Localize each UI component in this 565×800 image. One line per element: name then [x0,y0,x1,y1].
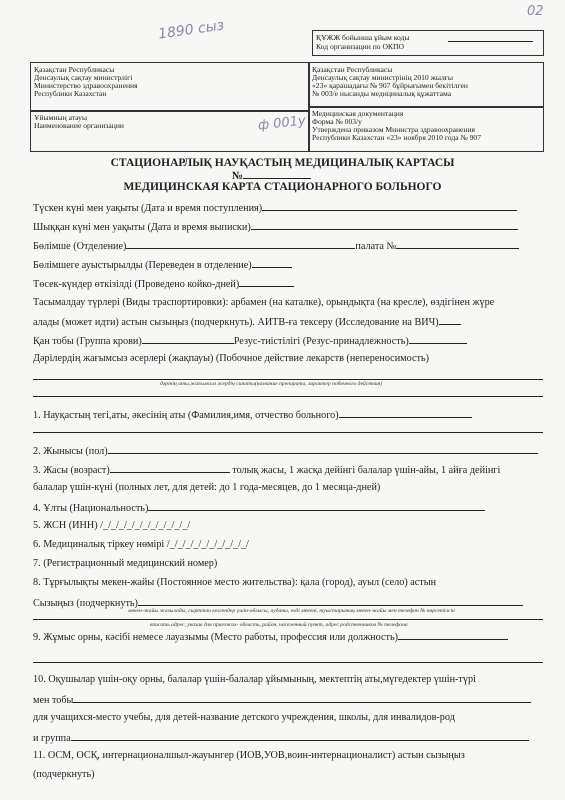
transfer-field[interactable]: Бөлімшеге ауыстырылды (Переведен в отделение) [33,258,292,271]
discharge-field[interactable]: Шыққан күні мен уақыты (Дата и время выписки) [33,220,518,233]
okpo-box [312,30,544,56]
transport-line-1: Тасымалдау түрлері (Виды траспортировки): арбамен (на каталке), орындықта (на кресле), өздігінен жүре [33,297,495,308]
okpo-kz-label: ҚҰЖЖ бойынша ұйым коды [316,33,410,42]
work-field[interactable]: 9. Жұмыс орны, кәсібі немесе лауазымы (Место работы, профессия или должность) [33,630,508,643]
medical-number-field[interactable]: 6. Медициналық тіркеу нөмірі /_/_/_/_/_/_/_/_/_/_/ [33,539,249,550]
org-line-1: Ұйымның атауы [34,113,88,122]
age-field[interactable]: 3. Жасы (возраст) толық жасы, 1 жасқа дейінгі балалар үшін-айы, 1 айға дейінгі [33,465,501,476]
org-line-2: Наименование организации [34,121,124,130]
title-number: № [232,169,311,182]
blood-group-field[interactable]: Қан тобы (Группа крови) Резус-тиістілігі (Резус-принадлежность) [33,334,467,347]
address-line-1: 8. Тұрғылықты мекен-жайы (Постоянное место жительства): қала (город), ауыл (село) астын [33,577,437,588]
nationality-field[interactable]: 4. Ұлты (Национальность) [33,501,485,514]
inn-field[interactable]: 5. ЖСН (ИНН) /_/_/_/_/_/_/_/_/_/_/_/ [33,520,191,531]
veteran-field[interactable]: (подчеркнуть) [33,769,95,780]
organization-box [30,110,310,152]
title-kz: СТАЦИОНАРЛЫҚ НАУҚАСТЫҢ МЕДИЦИНАЛЫҚ КАРТАСЫ [110,157,455,169]
side-effects-note: дәрінің аты,жағымсыз әсердің сипаты(название препарата, характер побочного действия) [160,381,383,387]
order-ru-line-1: Медицинская документация [312,109,404,118]
study-line-3: для учащихся-место учебы, для детей-название детского учреждения, школы, для инвалидов-род [33,712,455,723]
order-ru-line-4: Республики Казахстан «23» ноября 2010 года № 907 [312,133,481,142]
study-field[interactable]: мен тобы [33,693,531,706]
order-kz-line-1: Қазақстан Республикасы [312,65,393,74]
ministry-line-4: Республики Казахстан [34,89,107,98]
admit-field[interactable]: Түскен күні мен уақыты (Дата и время поступления) [33,201,517,214]
ministry-line-3: Министерство здравоохранения [34,81,138,90]
study-line-1: 10. Оқушылар үшін-оқу орны, балалар үшін-балалар ұйымының, мектептің аты,мүгедектер үшін-түрі [33,674,476,685]
handwritten-form-mark: ф 001у [257,113,307,134]
okpo-ru-label: Код организации по ОКПО [316,42,404,51]
sex-field[interactable]: 2. Жынысы (пол) [33,444,538,457]
ministry-line-1: Қазақстан Республикасы [34,65,115,74]
age-note: балалар үшін-күні (полных лет, для детей: до 1 года-месяцев, до 1 месяца-дней) [33,482,381,493]
veteran-line-1: 11. ОСМ, ОСҚ, интернационалшыл-жауынгер (ИОВ,УОВ,воин-интернационалист) астын сызыңыз [33,750,465,761]
order-box-ru [308,106,544,152]
ministry-box [30,62,310,112]
title-ru: МЕДИЦИНСКАЯ КАРТА СТАЦИОНАРНОГО БОЛЬНОГО [123,181,442,193]
transport-line-2[interactable]: алады (может идти) астын сызыңыз (подчеркнуть). АИТВ-ға тексеру (Исследование на ВИЧ) [33,315,461,328]
handwritten-corner: 02 [527,4,544,19]
ministry-line-2: Денсаулық сақтау министрлігі [34,73,133,82]
bed-days-field[interactable]: Төсек-күндер өткізілді (Проведено койко-дней) [33,277,294,290]
address-field[interactable]: Сызыңыз (подчеркнуть) [33,596,523,609]
address-note-ru: вписать адрес, указав для приезжих- область, район, населенный пункт, адрес родственников № телефона [150,622,408,628]
registration-number-label: 7. (Регистрационный медицинский номер) [33,558,218,569]
order-ru-line-2: Форма № 003/у [312,117,362,126]
side-effects-field: Дәрілердің жағымсыз әсерлері (жақпауы) (Побочное действие лекарств (непереносимость) [33,353,429,364]
order-kz-line-4: № 003/е нысанды медициналық құжаттама [312,89,452,98]
department-field[interactable]: Бөлімше (Отделение) палата № [33,239,519,252]
order-kz-line-2: Денсаулық сақтау министрінің 2010 жылғы [312,73,453,82]
patient-name-field[interactable]: 1. Науқастың тегі,аты, әкесінің аты (Фамилия,имя, отчество больного) [33,408,472,421]
address-note-kz: мекен-жайы жазылады, сырттан келгендер үшін-облысы, ауданы, елді мекені, туыстарының мекен-жайы мен телефон № көрсетілсін [128,608,455,614]
order-ru-line-3: Утверждена приказом Министра здравоохранения [312,125,476,134]
order-kz-line-3: «23» қарашадағы № 907 бұйрығымен бекітілген [312,81,468,90]
group-field[interactable]: и группа [33,731,529,744]
handwritten-number: 1890 сыз [157,17,226,43]
order-box-kz [308,62,544,108]
